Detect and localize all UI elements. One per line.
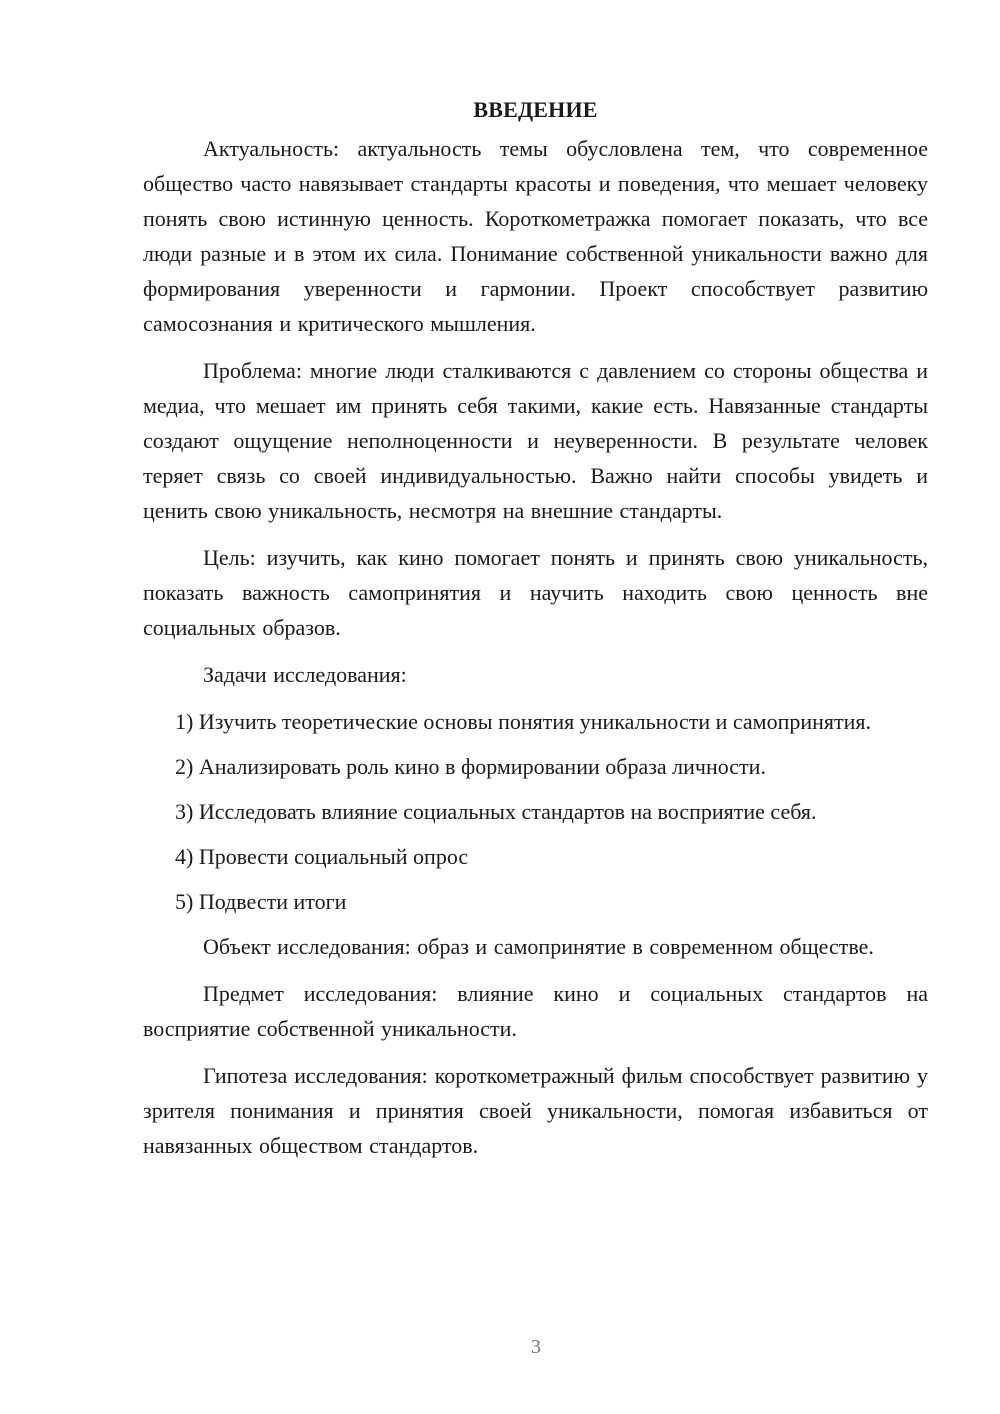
relevance-paragraph: Актуальность: актуальность темы обусловлена тем, что современное общество часто навязывает стандарты красоты и поведения, что мешает человеку понять свою истинную ценность. Короткометражка помогает показать, что все люди разные и в этом их сила. Понимание собственной уникальности важно для формирования уверенности и гармонии. Проект способствует развитию самосознания и критического мышления.	[143, 136, 928, 336]
hypothesis-paragraph: Гипотеза исследования: короткометражный фильм способствует развитию у зрителя понимания и принятия своей уникальности, помогая избавиться от навязанных обществом стандартов.	[143, 1063, 928, 1158]
task-item: 4) Провести социальный опрос	[175, 844, 469, 869]
task-item: 1) Изучить теоретические основы понятия уникальности и самопринятия.	[175, 709, 872, 734]
tasks-heading: Задачи исследования:	[203, 662, 407, 687]
task-item: 5) Подвести итоги	[175, 889, 347, 914]
subject-paragraph: Предмет исследования: влияние кино и социальных стандартов на восприятие собственной уникальности.	[143, 981, 928, 1041]
goal-paragraph: Цель: изучить, как кино помогает понять и принять свою уникальность, показать важность самопринятия и научить находить свою ценность вне социальных образов.	[143, 545, 928, 640]
page-number: 3	[531, 1336, 541, 1358]
object-paragraph: Объект исследования: образ и самопринятие в современном обществе.	[203, 934, 874, 959]
problem-paragraph: Проблема: многие люди сталкиваются с давлением со стороны общества и медиа, что мешает им принять себя такими, какие есть. Навязанные стандарты создают ощущение неполноценности и неуверенности. В результате человек теряет связь со своей индивидуальностью. Важно найти способы увидеть и ценить свою уникальность, несмотря на внешние стандарты.	[143, 358, 928, 523]
section-title: ВВЕДЕНИЕ	[473, 97, 598, 122]
page-content	[143, 92, 928, 1175]
task-item: 3) Исследовать влияние социальных стандартов на восприятие себя.	[175, 799, 817, 824]
task-item: 2) Анализировать роль кино в формировании образа личности.	[175, 754, 766, 779]
